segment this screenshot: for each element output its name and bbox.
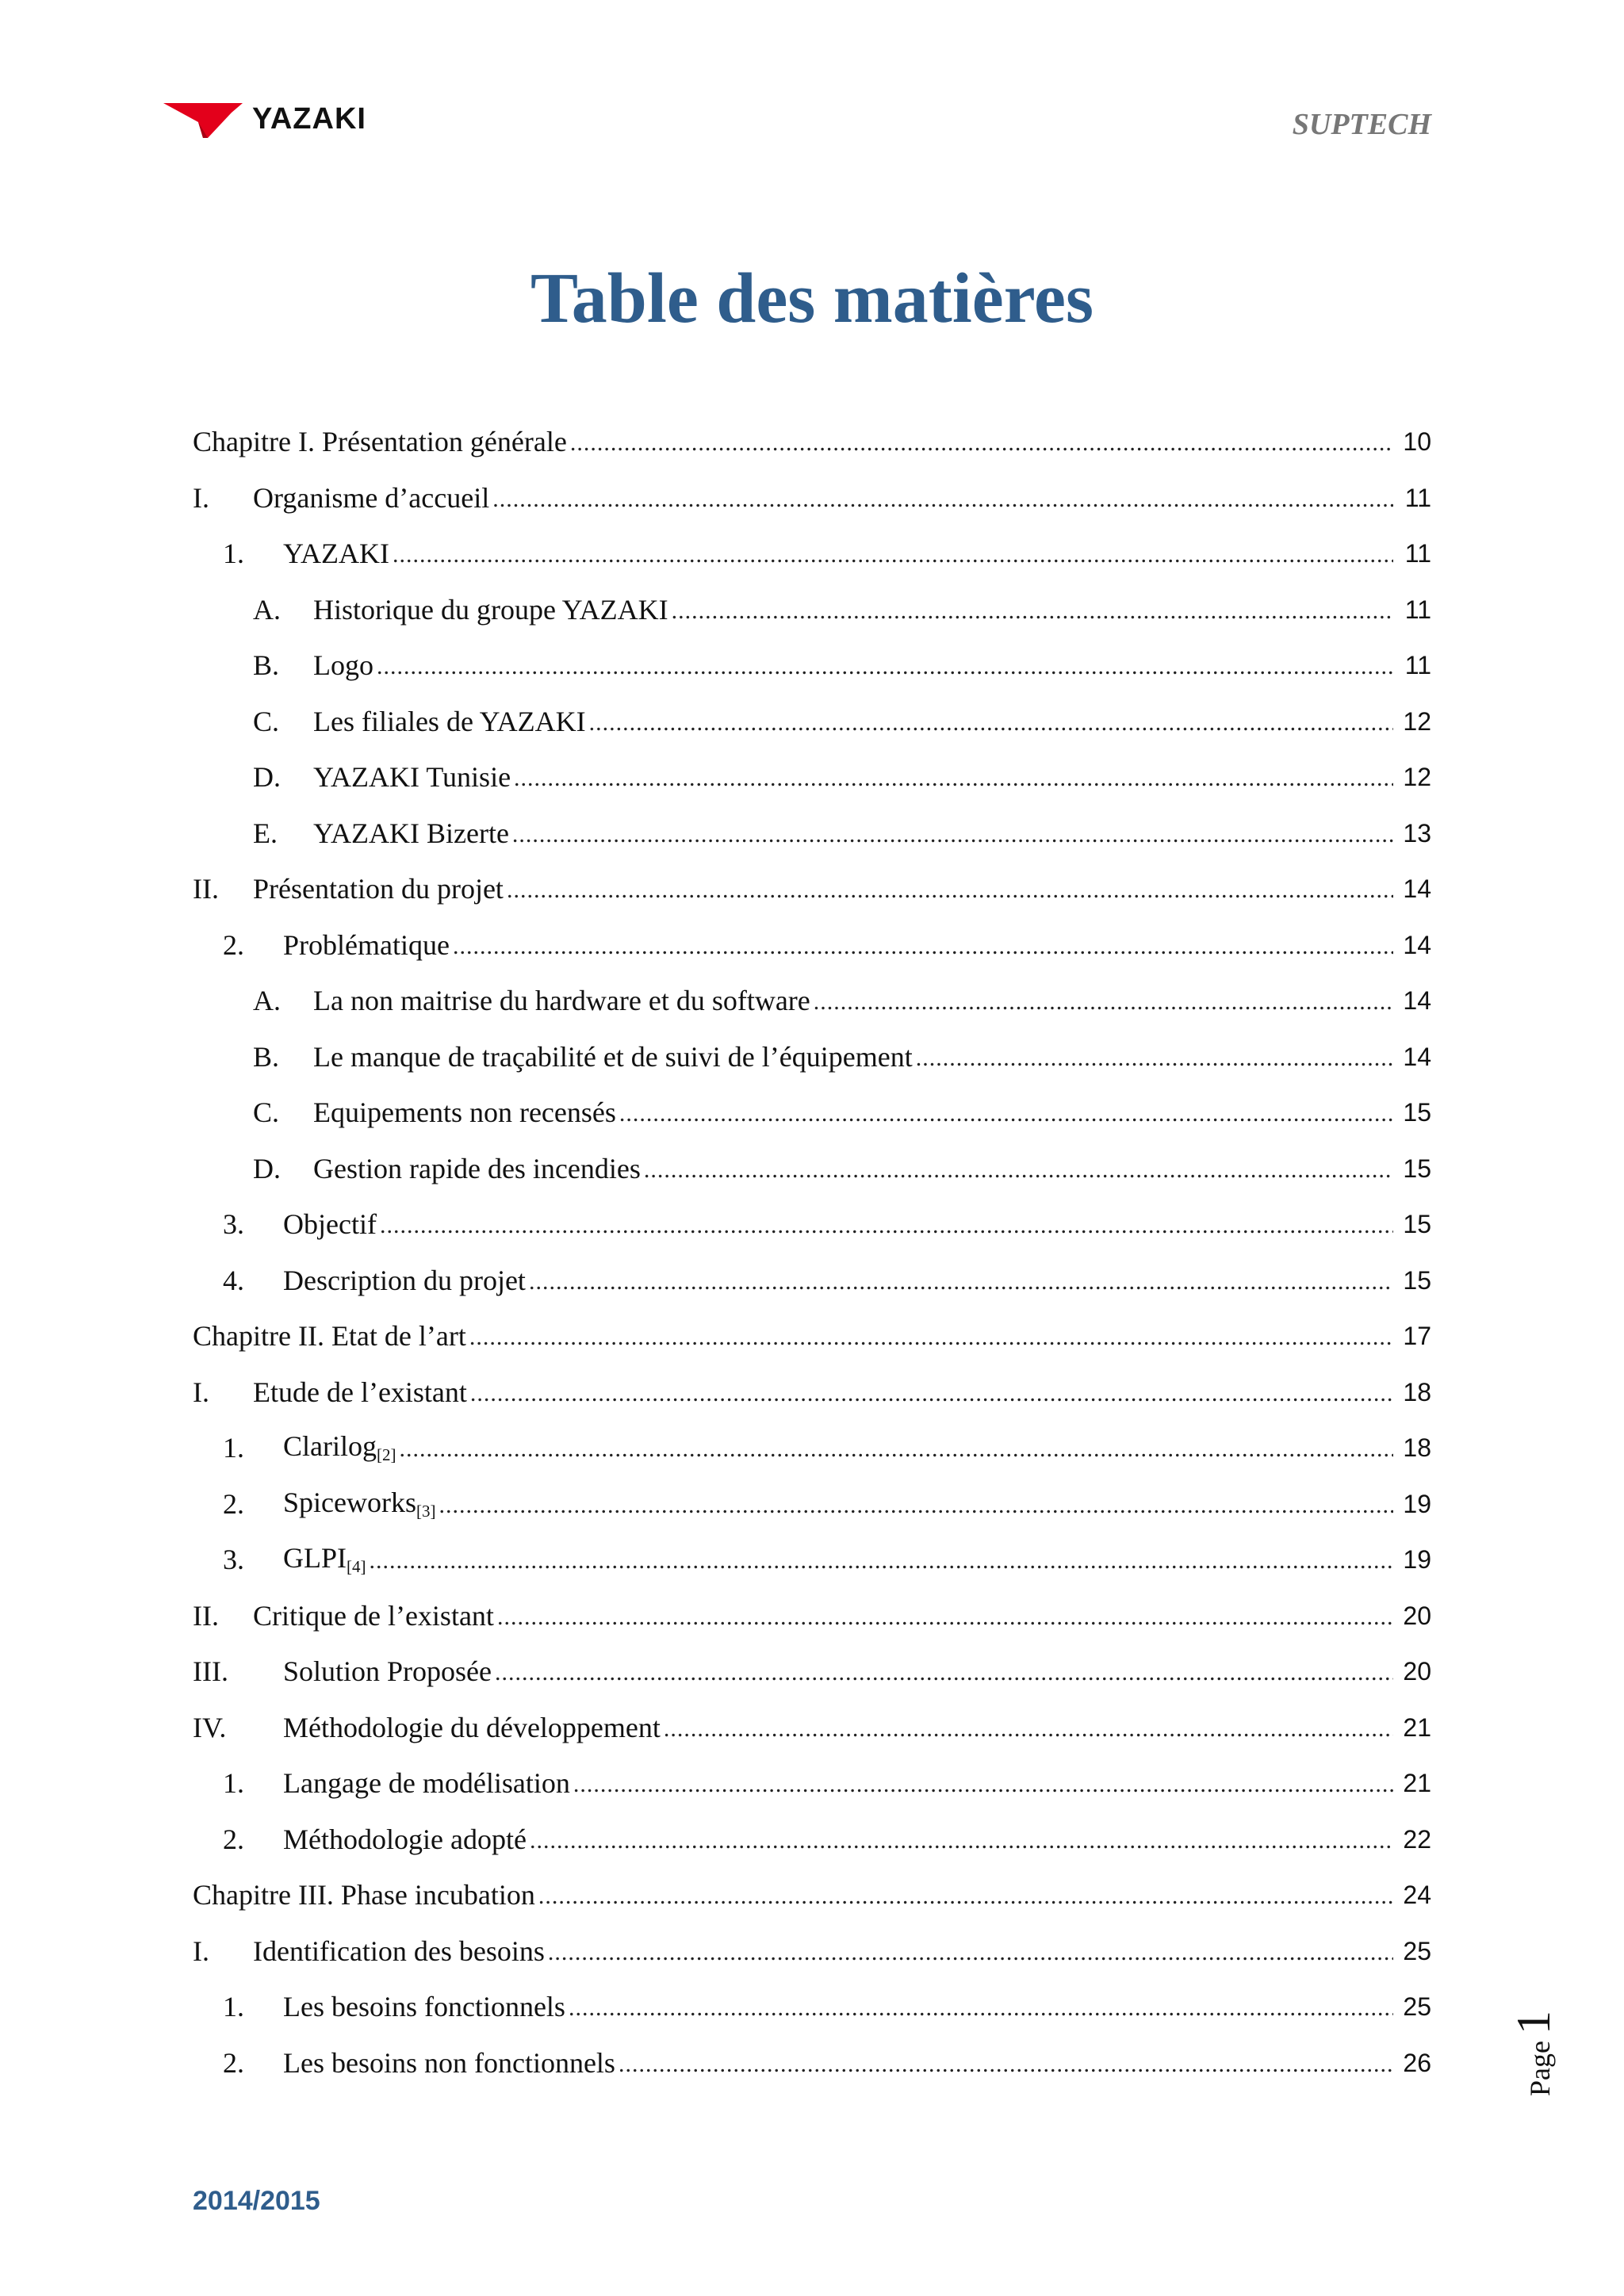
toc-leader-dots (589, 711, 1393, 735)
toc-entry-page: 25 (1403, 1936, 1431, 1965)
logo-text: YAZAKI (252, 101, 366, 136)
toc-entry-page: 15 (1403, 1154, 1431, 1183)
toc-leader-dots (453, 935, 1393, 959)
page-label: Page (1524, 2041, 1556, 2096)
toc-entry-label (313, 1098, 616, 1127)
toc-entry-page: 11 (1404, 595, 1431, 624)
toc-entry[interactable] (193, 1253, 1431, 1309)
toc-entry-page: 12 (1403, 763, 1431, 792)
toc-entry[interactable] (193, 973, 1431, 1029)
toc-leader-dots (370, 1549, 1394, 1573)
toc-entry-label-text: Description du projet (283, 1264, 526, 1296)
toc-entry[interactable] (193, 806, 1431, 862)
toc-leader-dots (497, 1605, 1393, 1629)
toc-entry-number: 2. (223, 928, 244, 961)
toc-entry-label-text: YAZAKI Bizerte (313, 817, 509, 849)
toc-entry[interactable] (193, 861, 1431, 917)
toc-entry-label (283, 1544, 366, 1575)
toc-entry-page: 21 (1403, 1769, 1431, 1798)
toc-entry-label-text: Organisme d’accueil (253, 481, 490, 514)
toc-entry-number: I. (193, 481, 209, 514)
toc-entry[interactable] (193, 1755, 1431, 1812)
toc-entry[interactable] (193, 470, 1431, 526)
toc-entry[interactable] (193, 1979, 1431, 2035)
toc-entry-number: 2. (223, 1823, 244, 1855)
toc-entry-label (313, 761, 511, 794)
toc-leader-dots (495, 1661, 1393, 1685)
toc-entry-label-text: Identification des besoins (253, 1934, 545, 1967)
toc-entry-label-text: Objectif (283, 1208, 377, 1241)
toc-entry-label (283, 1432, 396, 1464)
toc-entry-number: I. (193, 1376, 209, 1408)
toc-entry-label-text: Langage de modélisation (283, 1767, 570, 1800)
toc-entry-reference: [2] (376, 1445, 396, 1465)
toc-entry-page: 14 (1403, 930, 1431, 959)
toc-leader-dots (573, 1773, 1393, 1797)
toc-entry-page: 12 (1403, 706, 1431, 736)
toc-entry-label-text: Gestion rapide des incendies (313, 1152, 641, 1184)
toc-entry-page: 21 (1403, 1712, 1431, 1742)
academic-year: 2014/2015 (193, 2186, 320, 2216)
toc-entry-page: 15 (1403, 1098, 1431, 1127)
toc-leader-dots (619, 1102, 1393, 1126)
toc-leader-dots (514, 767, 1393, 790)
toc-entry[interactable] (193, 1364, 1431, 1421)
toc-entry-label (283, 1767, 570, 1800)
toc-entry[interactable] (193, 917, 1431, 974)
toc-entry-number: 1. (223, 1432, 244, 1464)
toc-entry-label (253, 1934, 545, 1967)
toc-entry[interactable] (193, 1141, 1431, 1197)
toc-entry-number: 3. (223, 1544, 244, 1576)
toc-entry-label (313, 819, 509, 848)
toc-leader-dots (380, 1214, 1393, 1238)
toc-entry-page: 19 (1403, 1545, 1431, 1575)
toc-entry-label (283, 1992, 565, 2021)
toc-entry-number: D. (253, 761, 281, 794)
toc-entry[interactable] (193, 1867, 1431, 1923)
toc-leader-dots (672, 599, 1393, 623)
toc-entry-number: 1. (223, 1991, 244, 2023)
toc-entry-page: 24 (1403, 1881, 1431, 1910)
toc-entry-page: 11 (1404, 483, 1431, 512)
toc-entry[interactable] (193, 2035, 1431, 2091)
toc-entry-label-text: Les besoins fonctionnels (283, 1991, 565, 2023)
toc-entry-page: 13 (1403, 818, 1431, 848)
toc-entry-number: IV. (193, 1711, 227, 1743)
toc-entry[interactable] (193, 526, 1431, 582)
toc-entry-label (283, 1713, 661, 1742)
toc-entry-number: E. (253, 817, 278, 849)
toc-entry-page: 18 (1403, 1433, 1431, 1463)
toc-leader-dots (393, 543, 1393, 567)
toc-leader-dots (507, 878, 1393, 902)
toc-entry-label-text: Problématique (283, 928, 450, 961)
toc-entry-label-text: Présentation du projet (253, 873, 504, 905)
yazaki-logo-mark-icon (163, 98, 243, 140)
toc-entry-number: 2. (223, 2046, 244, 2079)
toc-leader-dots (377, 655, 1393, 679)
toc-entry[interactable] (193, 1812, 1431, 1868)
toc-entry-label (193, 1320, 466, 1353)
toc-leader-dots (399, 1437, 1393, 1461)
toc-entry[interactable] (193, 1923, 1431, 1980)
toc-entry-number: 4. (223, 1264, 244, 1296)
toc-entry-label (283, 1208, 377, 1241)
toc-entry-label (313, 649, 373, 682)
toc-entry-label (313, 707, 586, 736)
toc-entry-page: 14 (1403, 874, 1431, 904)
toc-entry-number: II. (193, 873, 219, 905)
toc-entry-label-text: Le manque de traçabilité et de suivi de l’équipement (313, 1040, 913, 1073)
toc-entry-label-text: Chapitre I. Présentation générale (193, 426, 567, 458)
toc-entry-page: 14 (1403, 986, 1431, 1016)
toc-entry[interactable] (193, 414, 1431, 470)
toc-entry-number: 3. (223, 1208, 244, 1241)
toc-entry-label-text: Les filiales de YAZAKI (313, 705, 586, 737)
toc-entry-number: I. (193, 1934, 209, 1967)
toc-entry-label-text: Etude de l’existant (253, 1376, 467, 1408)
toc-entry-label-text: Spiceworks (283, 1486, 416, 1518)
toc-leader-dots (538, 1885, 1393, 1908)
toc-entry[interactable] (193, 1476, 1431, 1533)
toc-entry-label-text: YAZAKI (283, 538, 389, 570)
toc-entry-number: A. (253, 985, 281, 1017)
toc-leader-dots (548, 1941, 1393, 1965)
toc-entry[interactable] (193, 1029, 1431, 1085)
toc-entry-label-text: Equipements non recensés (313, 1096, 616, 1129)
toc-entry-label-text: GLPI (283, 1542, 347, 1575)
toc-leader-dots (619, 2053, 1393, 2076)
toc-entry-label (193, 1881, 535, 1909)
toc-leader-dots (470, 1382, 1393, 1406)
toc-entry-page: 17 (1403, 1322, 1431, 1351)
toc-entry-label (253, 1378, 467, 1406)
toc-entry-page: 10 (1403, 427, 1431, 457)
toc-entry-number: B. (253, 1040, 280, 1073)
toc-entry-label (283, 1825, 527, 1854)
toc-leader-dots (814, 990, 1393, 1014)
toc-entry-label (313, 1040, 913, 1073)
yazaki-logo (163, 95, 366, 143)
toc-entry-label-text: Méthodologie adopté (283, 1823, 527, 1855)
toc-leader-dots (530, 1829, 1393, 1853)
toc-entry[interactable] (193, 1644, 1431, 1700)
toc-entry-label (283, 1657, 492, 1686)
toc-entry-label-text: Chapitre II. Etat de l’art (193, 1320, 466, 1353)
toc-leader-dots (469, 1326, 1393, 1349)
toc-entry-label-text: La non maitrise du hardware et du software (313, 985, 810, 1017)
toc-entry-number: B. (253, 649, 280, 682)
toc-entry-label-text: Chapitre III. Phase incubation (193, 1879, 535, 1911)
toc-entry-label (313, 1154, 641, 1183)
toc-entry-label-text: Solution Proposée (283, 1655, 492, 1688)
toc-leader-dots (664, 1717, 1393, 1741)
toc-entry-label-text: Méthodologie du développement (283, 1711, 661, 1743)
toc-leader-dots (492, 488, 1393, 511)
toc-entry-number: II. (193, 1599, 219, 1632)
toc-entry[interactable] (193, 694, 1431, 750)
toc-entry[interactable] (193, 1308, 1431, 1364)
toc-entry-page: 19 (1403, 1489, 1431, 1518)
toc-entry-page: 26 (1403, 2048, 1431, 2077)
page-number-value: 1 (1507, 2011, 1560, 2035)
toc-entry[interactable] (193, 749, 1431, 806)
toc-leader-dots (569, 1996, 1393, 2020)
toc-entry-page: 25 (1403, 1992, 1431, 2022)
school-name: SUPTECH (1292, 108, 1431, 141)
toc-entry-label (283, 539, 389, 568)
toc-entry-page: 15 (1403, 1265, 1431, 1295)
toc-leader-dots (439, 1494, 1393, 1517)
toc-entry-number: 1. (223, 1767, 244, 1800)
toc-entry-page: 20 (1403, 1657, 1431, 1686)
toc-entry[interactable] (193, 582, 1431, 638)
table-of-contents (193, 414, 1431, 2091)
toc-entry-number: C. (253, 705, 280, 737)
toc-entry-label (253, 481, 490, 514)
toc-entry[interactable] (193, 1532, 1431, 1588)
toc-entry-label-text: Les besoins non fonctionnels (283, 2046, 615, 2079)
toc-entry-label (313, 986, 810, 1015)
toc-entry[interactable] (193, 1700, 1431, 1756)
toc-entry-reference: [4] (347, 1557, 366, 1577)
toc-entry[interactable] (193, 1085, 1431, 1141)
toc-entry-number: 1. (223, 538, 244, 570)
toc-entry-label-text: YAZAKI Tunisie (313, 761, 511, 794)
toc-entry-page: 11 (1404, 651, 1431, 680)
toc-leader-dots (644, 1158, 1393, 1182)
toc-leader-dots (570, 431, 1393, 455)
toc-entry-page: 22 (1403, 1824, 1431, 1854)
toc-entry-label (313, 595, 668, 624)
toc-entry-label-text: Logo (313, 649, 373, 682)
toc-entry-label (193, 427, 567, 456)
toc-entry-number: D. (253, 1152, 281, 1184)
toc-entry-label (283, 1266, 526, 1295)
page-title: Table des matières (530, 259, 1094, 338)
toc-entry-page: 15 (1403, 1210, 1431, 1239)
toc-entry-page: 11 (1404, 539, 1431, 568)
toc-entry-number: III. (193, 1655, 228, 1688)
toc-entry-label (283, 2046, 615, 2079)
toc-entry[interactable] (193, 637, 1431, 694)
toc-entry-page: 18 (1403, 1377, 1431, 1406)
toc-entry-label-text: Historique du groupe YAZAKI (313, 593, 668, 626)
toc-entry-label (283, 1488, 435, 1520)
toc-leader-dots (512, 823, 1393, 847)
toc-entry-page: 20 (1403, 1601, 1431, 1630)
toc-entry-label (253, 874, 504, 903)
toc-entry-number: 2. (223, 1487, 244, 1520)
toc-entry-label-text: Clarilog (283, 1430, 377, 1463)
page-number (1507, 1998, 1560, 2109)
toc-entry-label (253, 1601, 494, 1630)
toc-entry-label-text: Critique de l’existant (253, 1599, 494, 1632)
toc-entry-page: 14 (1403, 1042, 1431, 1071)
toc-entry[interactable] (193, 1196, 1431, 1253)
toc-entry-reference: [3] (416, 1501, 436, 1521)
toc-entry-number: C. (253, 1096, 280, 1129)
toc-entry[interactable] (193, 1420, 1431, 1476)
toc-entry-number: A. (253, 593, 281, 626)
toc-leader-dots (916, 1047, 1393, 1070)
toc-leader-dots (529, 1270, 1393, 1294)
toc-entry[interactable] (193, 1588, 1431, 1644)
toc-entry-label (283, 928, 450, 961)
